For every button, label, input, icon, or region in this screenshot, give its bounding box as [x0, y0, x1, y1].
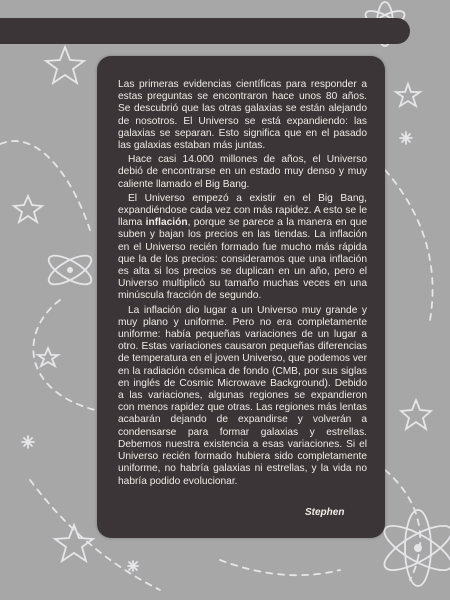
text-run: La inflación dio lugar a un Universo muy grande y muy plano y uniforme. Pero no era completamente uniforme: había pequeñas variaciones de un lugar a otro. Estas variaciones causaron pequeñas diferencias de temperatura en el joven Universo, que podemos ver en la radiación cósmica de fondo (CMB, por sus siglas en inglés de Cosmic Microwave Background). Debido a las variaciones, algunas regiones se expandieron con menos rapidez que otras. Las regiones más lentas acabarán dejando de expandirse y volverán a condensarse para formar galaxias y estrellas. Debemos nuestra existencia a esas variaciones. Si el Universo recién formado hubiera sido completamente uniforme, no habría galaxias ni estrellas, y la vida no habría podido evolucionar. [118, 304, 367, 487]
star-doodle [46, 47, 84, 83]
paragraph [118, 193, 367, 303]
signature: Stephen [305, 507, 345, 518]
star-doodle [401, 400, 431, 429]
paragraph [118, 305, 367, 488]
dashed-orbit-doodle [0, 141, 90, 230]
paragraph [118, 154, 367, 191]
asterisk-doodle [128, 561, 138, 571]
article-body [118, 79, 367, 490]
star-doodle [14, 196, 42, 222]
star-doodle [55, 525, 93, 561]
star-doodle [396, 84, 420, 106]
star-doodle [38, 348, 58, 366]
dashed-orbit-doodle [220, 560, 340, 575]
text-run: Hace casi 14.000 millones de años, el Universo debió de encontrarse en un estado muy denso y muy caliente llamado el Big Bang. [118, 154, 367, 190]
asterisk-doodle [22, 436, 34, 448]
bold-term: inflación [145, 217, 188, 229]
text-run: Las primeras evidencias científicas para responder a estas preguntas se encontraron hace unos 80 años. Se descubrió que las otras galaxias se están alejando de nosotros. El Universo se está expandiendo: las galaxias se separan. Esto significa que en el pasado las galaxias estaban más juntas. [118, 79, 367, 152]
text-run: El Universo empezó a existir en el Big Bang, expandiéndose cada vez con más rapidez. A esto se le llama [118, 192, 367, 229]
header-bar [0, 18, 410, 44]
asterisk-doodle [400, 132, 412, 144]
paragraph [118, 79, 367, 152]
text-run: , porque se parece a la manera en que suben y bajan los precios en las tiendas. La inflación en el Universo recién formado fue mucho más rápida que la de los precios: consideramos que una inflación es alta si los precios se duplican en un año, pero el Universo multiplicó su tamaño muchas veces en una minúscula fracción de segundo. [118, 217, 367, 302]
dashed-orbit-doodle [385, 170, 433, 320]
